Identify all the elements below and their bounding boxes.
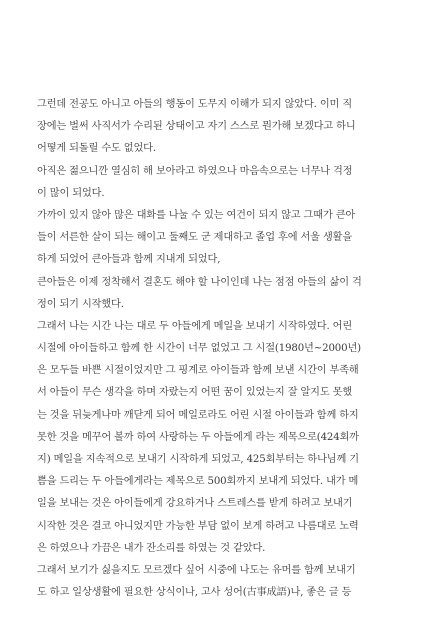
text-line: 들이 서른한 살이 되는 해이고 둘째도 군 제대하고 졸업 후에 서울 생활을 [37,232,353,244]
text-line: 시작한 것은 결코 아니었지만 가능한 부담 없이 보게 하려고 나름대로 노력 [37,520,359,532]
text-line: 정이 되기 시작했다. [37,298,124,310]
text-line: 는 것을 뒤늦게나마 깨닫게 되어 메일로라도 어린 시절 아이들과 함께 하지 [37,409,359,421]
text-line: 그런데 전공도 아니고 아들의 행동이 도무지 이해가 되지 않았다. 이미 직 [37,99,353,110]
text-line: 아직은 젊으니깐 열심히 해 보아라고 하였으나 마음속으로는 너무나 걱정 [37,165,353,177]
text-line: 그래서 나는 시간 나는 대로 두 아들에게 메일을 보내기 시작하였다. 어린 [37,320,353,332]
text-line: 큰아들은 이제 정착해서 결혼도 해야 할 나이인데 나는 점점 아들의 삶이 걱 [37,276,362,288]
text-line: 시절에 아이들하고 함께 한 시간이 너무 없었고 그 시절(1980년~2000년) [37,343,361,355]
text-line: 쁨을 드리는 두 아들에게라는 제목으로 500회까지 보내게 되었다. 내가 메 [37,476,359,488]
body-text [37,94,389,604]
text-line: 그래서 보기가 싫을지도 모르겠다 싶어 시중에 나도는 유머를 함께 보내기 [37,564,356,576]
text-line: 이 많이 되었다. [37,187,105,199]
text-line: 은 모두들 바쁜 시절이었지만 그 핑계로 아이들과 함께 보낸 시간이 부족해 [37,365,359,377]
text-line: 서 아들이 무슨 생각을 하며 자랐는지 어떤 꿈이 있었는지 잘 알지도 못했 [37,387,353,399]
text-line: 하게 되었어 큰아들과 함께 지내게 되었다, [37,254,221,266]
text-line: 장에는 벌써 사직서가 수리된 상태이고 자기 스스로 뭔가해 보겠다고 하니 [37,121,356,133]
text-line: 은 하였으나 가끔은 내가 잔소리를 하였는 것 같았다. [37,542,266,554]
text-line: 일을 보내는 것은 아이들에게 강요하거나 스트레스를 받게 하려고 보내기 [37,498,353,510]
text-line: 어떻게 되돌릴 수도 없었다. [37,143,156,155]
text-line: 못한 것을 메꾸어 볼까 하여 사랑하는 두 아들에게 라는 제목으로(424회까 [37,431,359,443]
text-line: 도 하고 일상생활에 필요한 상식이나, 고사 성어(古事成語)나, 좋은 글 등 [37,587,352,599]
text-line: 지) 메일을 지속적으로 보내기 시작하게 되었고, 425회부터는 하나님께 기 [37,454,359,465]
text-line: 가까이 있지 않아 많은 대화를 나눌 수 있는 여건이 되지 않고 그때가 큰아 [37,209,356,221]
